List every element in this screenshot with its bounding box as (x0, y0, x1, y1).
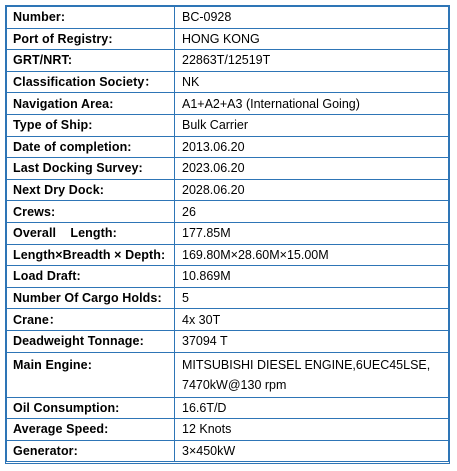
main-engine-line-1: MITSUBISHI DIESEL ENGINE,6UEC45LSE, (182, 357, 431, 372)
row-value-last-docking-survey: 2023.06.20 (175, 158, 449, 180)
table-row (7, 201, 449, 223)
row-label-deadweight-tonnage: Deadweight Tonnage: (7, 330, 175, 352)
row-value-deadweight-tonnage: 37094 T (175, 330, 449, 352)
table-row (7, 309, 449, 331)
row-label-cargo-holds: Number Of Cargo Holds: (7, 287, 175, 309)
table-row (7, 330, 449, 352)
row-value-overall-length: 177.85M (175, 222, 449, 244)
table-row (7, 352, 449, 397)
row-label-load-draft: Load Draft: (7, 266, 175, 288)
table-row (7, 71, 449, 93)
row-label-crews: Crews: (7, 201, 175, 223)
row-value-date-of-completion: 2013.06.20 (175, 136, 449, 158)
table-row (7, 28, 449, 50)
row-label-generator: Generator: (7, 440, 175, 462)
row-value-generator: 3×450kW (175, 440, 449, 462)
table-row (7, 114, 449, 136)
table-row (7, 266, 449, 288)
row-value-average-speed: 12 Knots (175, 419, 449, 441)
row-value-next-dry-dock: 2028.06.20 (175, 179, 449, 201)
row-value-oil-consumption: 16.6T/D (175, 397, 449, 419)
row-value-crane: 4x 30T (175, 309, 449, 331)
row-label-date-of-completion: Date of completion: (7, 136, 175, 158)
row-label-crane: Crane： (7, 309, 175, 331)
table-row (7, 136, 449, 158)
ship-spec-table (6, 6, 449, 462)
table-row (7, 179, 449, 201)
row-label-dimensions: Length×Breadth × Depth: (7, 244, 175, 266)
row-value-grt-nrt: 22863T/12519T (175, 50, 449, 72)
ship-spec-table-frame (5, 5, 450, 464)
row-label-port-of-registry: Port of Registry: (7, 28, 175, 50)
table-row (7, 93, 449, 115)
table-row (7, 222, 449, 244)
row-label-number: Number: (7, 7, 175, 29)
row-value-port-of-registry: HONG KONG (175, 28, 449, 50)
row-value-cargo-holds: 5 (175, 287, 449, 309)
table-row (7, 419, 449, 441)
row-value-number: BC-0928 (175, 7, 449, 29)
table-row (7, 397, 449, 419)
row-label-classification-society: Classification Society： (7, 71, 175, 93)
row-label-oil-consumption: Oil Consumption: (7, 397, 175, 419)
table-row (7, 244, 449, 266)
table-row (7, 50, 449, 72)
main-engine-line-2: 7470kW@130 rpm (182, 377, 287, 392)
table-row (7, 287, 449, 309)
row-label-type-of-ship: Type of Ship: (7, 114, 175, 136)
table-row (7, 158, 449, 180)
row-label-average-speed: Average Speed: (7, 419, 175, 441)
row-label-next-dry-dock: Next Dry Dock: (7, 179, 175, 201)
row-value-classification-society: NK (175, 71, 449, 93)
row-label-last-docking-survey: Last Docking Survey: (7, 158, 175, 180)
row-value-dimensions: 169.80M×28.60M×15.00M (175, 244, 449, 266)
row-value-type-of-ship: Bulk Carrier (175, 114, 449, 136)
row-value-load-draft: 10.869M (175, 266, 449, 288)
row-label-navigation-area: Navigation Area: (7, 93, 175, 115)
row-value-crews: 26 (175, 201, 449, 223)
row-label-main-engine: Main Engine: (7, 352, 175, 397)
row-label-overall-length: Overall Length: (7, 222, 175, 244)
table-row (7, 7, 449, 29)
row-value-navigation-area: A1+A2+A3 (International Going) (175, 93, 449, 115)
table-row (7, 440, 449, 462)
row-value-main-engine (175, 352, 449, 397)
row-label-grt-nrt: GRT/NRT: (7, 50, 175, 72)
